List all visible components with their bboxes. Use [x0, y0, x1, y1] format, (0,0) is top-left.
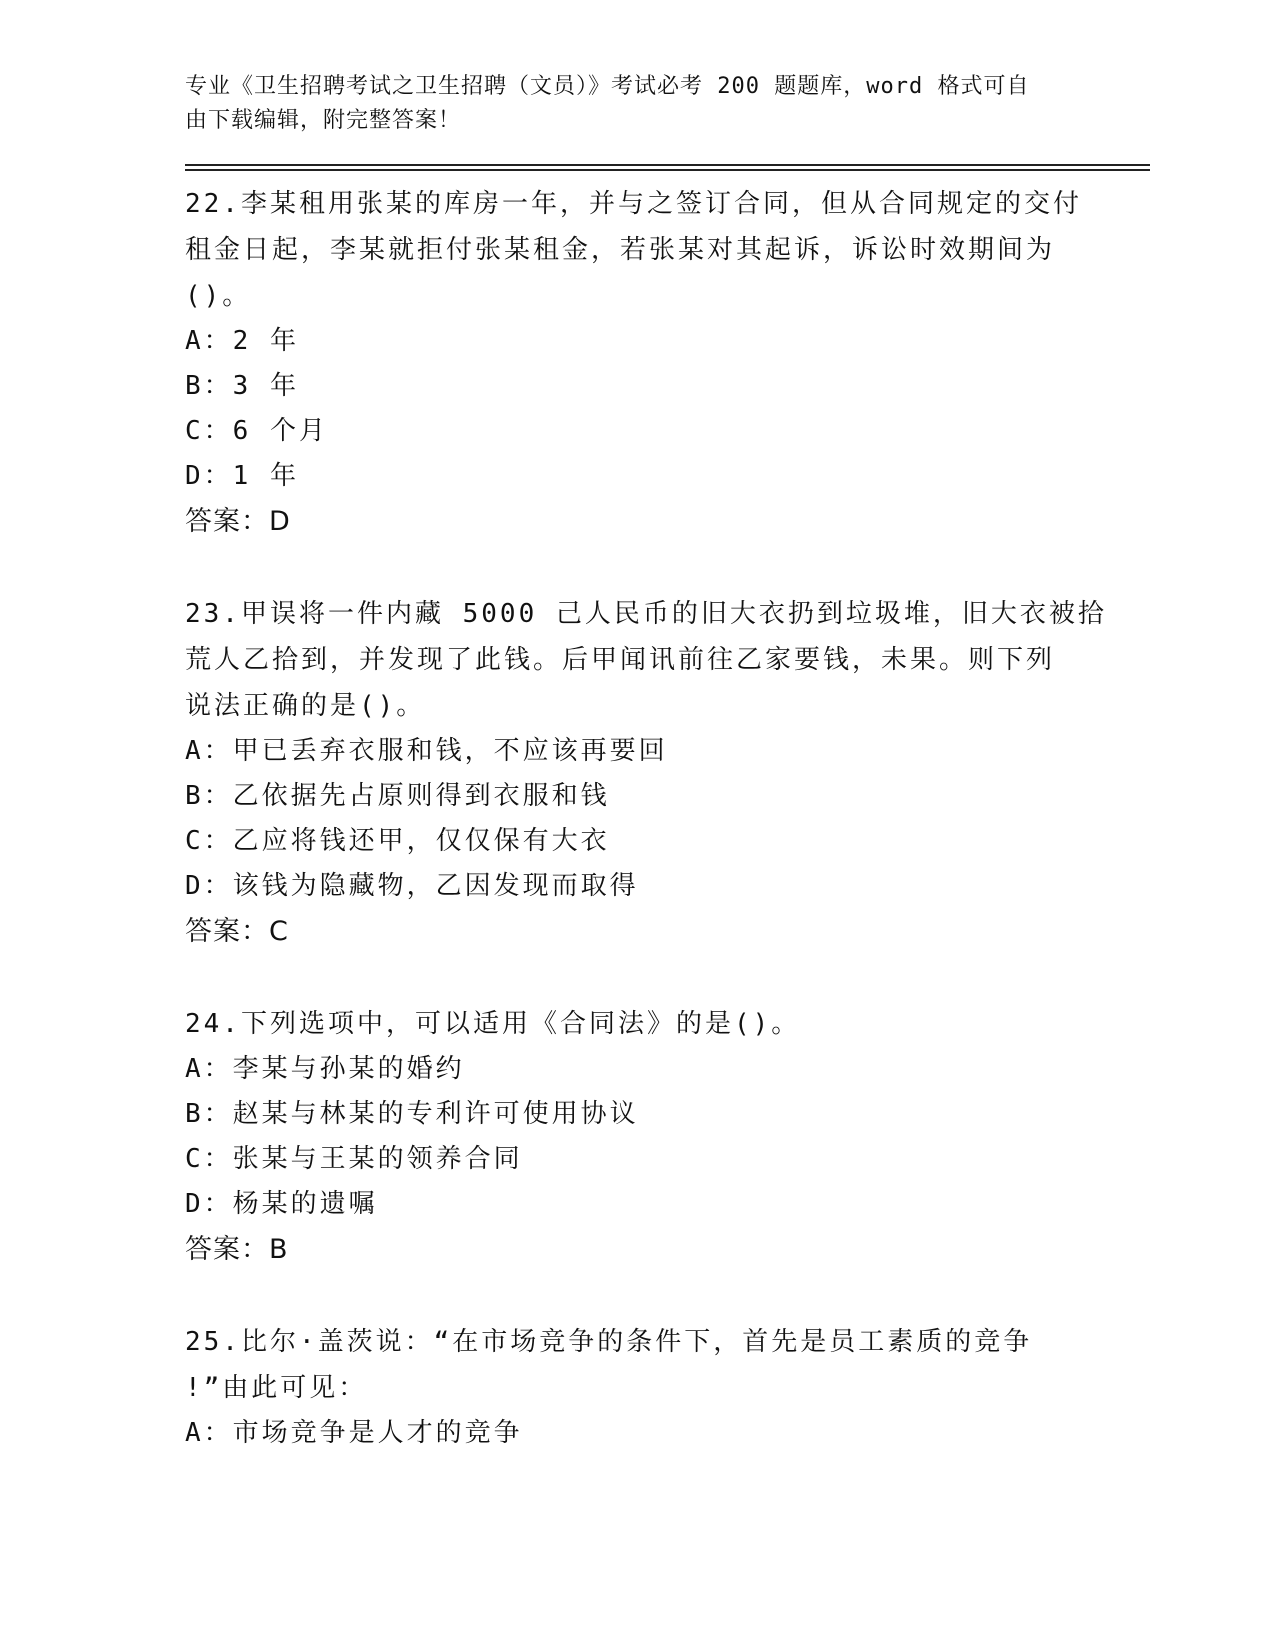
option-c: C：乙应将钱还甲，仅仅保有大衣 — [185, 826, 610, 856]
option-c: C：张某与王某的领养合同 — [185, 1144, 523, 1174]
answer: 答案：B — [185, 1234, 289, 1265]
question-list — [185, 181, 1150, 1456]
answer: 答案：D — [185, 506, 291, 537]
option-a: A：2 年 — [185, 326, 299, 356]
option-b: B：赵某与林某的专利许可使用协议 — [185, 1099, 639, 1129]
header-divider — [185, 164, 1150, 174]
question-text: !”由此可见： — [185, 1373, 368, 1403]
divider-line — [185, 169, 1150, 174]
option-a: A：李某与孙某的婚约 — [185, 1054, 465, 1084]
option-c: C：6 个月 — [185, 416, 328, 446]
option-a: A：市场竞争是人才的竞争 — [185, 1418, 523, 1448]
question-text: 22.李某租用张某的库房一年，并与之签订合同，但从合同规定的交付 — [185, 189, 1082, 219]
document-header — [185, 70, 1150, 138]
option-b: B：3 年 — [185, 371, 299, 401]
document-page — [185, 70, 1150, 1456]
answer: 答案：C — [185, 916, 289, 947]
question-text: 说法正确的是()。 — [185, 691, 426, 721]
question-text: 23.甲误将一件内藏 5000 己人民币的旧大衣扔到垃圾堆，旧大衣被拾 — [185, 599, 1107, 629]
option-d: D：1 年 — [185, 461, 299, 491]
question-24 — [185, 1001, 1150, 1273]
question-text: 荒人乙拾到，并发现了此钱。后甲闻讯前往乙家要钱，未果。则下列 — [185, 645, 1056, 675]
spacer — [185, 1273, 1150, 1319]
option-a: A：甲已丢弃衣服和钱，不应该再要回 — [185, 736, 668, 766]
header-line: 专业《卫生招聘考试之卫生招聘（文员）》考试必考 200 题题库，word 格式可自 — [185, 74, 1030, 99]
header-line: 由下载编辑，附完整答案！ — [185, 108, 462, 133]
spacer — [185, 955, 1150, 1001]
question-22 — [185, 181, 1150, 545]
spacer — [185, 545, 1150, 591]
option-d: D：该钱为隐藏物，乙因发现而取得 — [185, 871, 639, 901]
question-25 — [185, 1319, 1150, 1456]
question-text: 25.比尔·盖茨说：“在市场竞争的条件下，首先是员工素质的竞争 — [185, 1327, 1033, 1357]
question-text: 24.下列选项中，可以适用《合同法》的是()。 — [185, 1009, 801, 1039]
option-b: B：乙依据先占原则得到衣服和钱 — [185, 781, 610, 811]
question-23 — [185, 591, 1150, 955]
question-text: 租金日起，李某就拒付张某租金，若张某对其起诉，诉讼时效期间为 — [185, 235, 1056, 265]
option-d: D：杨某的遗嘱 — [185, 1189, 378, 1219]
question-text: ()。 — [185, 281, 252, 311]
